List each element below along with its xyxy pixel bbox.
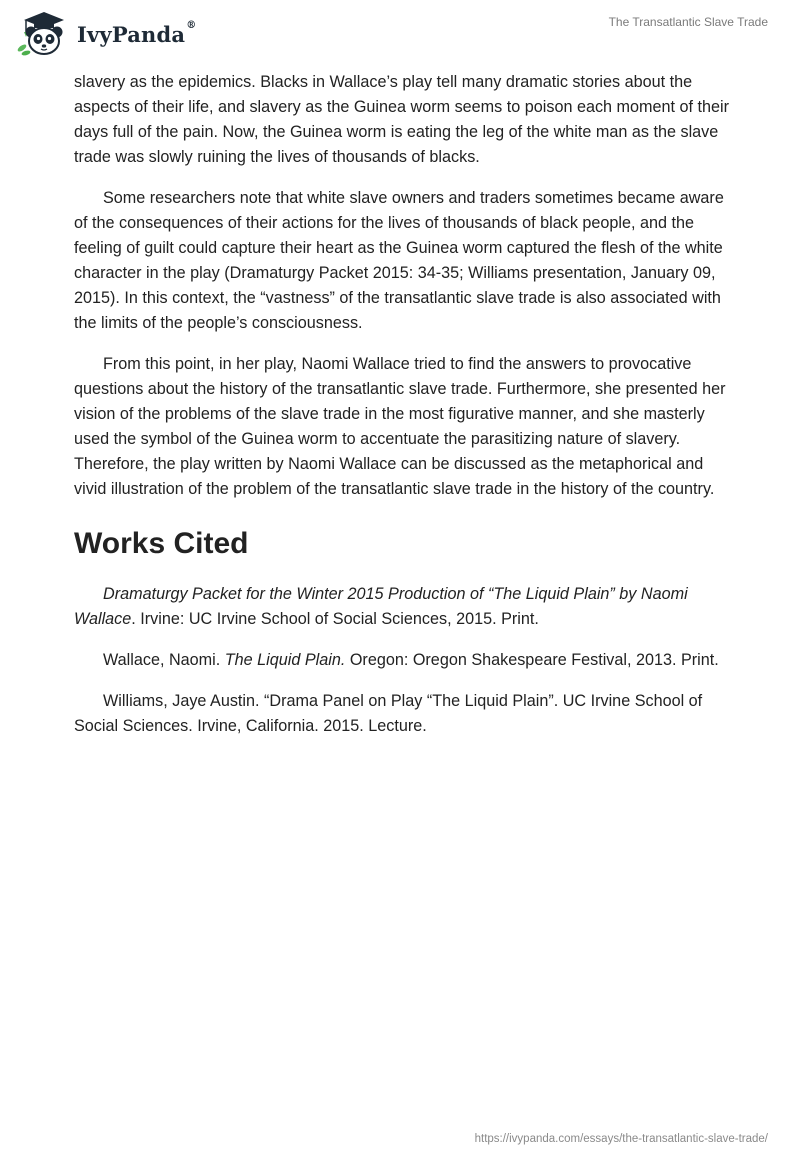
ivypanda-logo[interactable] (14, 8, 196, 58)
body-paragraph: slavery as the epidemics. Blacks in Wallace’s play tell many dramatic stories about the aspects of their life, and slavery as the Guinea worm seems to poison each moment of their days full of the pain. Now, the Guinea worm is eating the leg of the white man as the slave trade was slowly ruining the lives of thousands of blacks. (74, 73, 730, 166)
panda-mascot-icon (14, 8, 74, 58)
citation-entry (74, 582, 734, 632)
citation-details: . Irvine: UC Irvine School of Social Sciences, 2015. Print. (131, 610, 539, 628)
document-title: The Transatlantic Slave Trade (608, 15, 768, 29)
citation-details: Oregon: Oregon Shakespeare Festival, 2013. Print. (345, 651, 719, 669)
registered-mark: ® (186, 19, 197, 31)
essay-body (74, 70, 734, 755)
source-url-link[interactable]: https://ivypanda.com/essays/the-transatlantic-slave-trade/ (474, 1133, 768, 1145)
brand-name: IvyPanda® (77, 19, 197, 47)
citation-text: Williams, Jaye Austin. “Drama Panel on Play “The Liquid Plain”. UC Irvine School of Social Sciences. Irvine, California. 2015. Lecture. (74, 692, 703, 735)
body-paragraph: Some researchers note that white slave owners and traders sometimes became aware of the consequences of their actions for the lives of thousands of black people, and the feeling of guilt could capture their heart as the Guinea worm captured the flesh of the white character in the play (Dramaturgy Packet 2015: 34-35; Williams presentation, January 09, 2015). In this context, the “vastness” of the transatlantic slave trade is also associated with the limits of the people’s consciousness. (74, 189, 724, 332)
citation-title: Dramaturgy Packet for the Winter 2015 Production of “The Liquid Plain” by Naomi Wallace (74, 585, 688, 628)
body-paragraph: From this point, in her play, Naomi Wallace tried to find the answers to provocative questions about the history of the transatlantic slave trade. Furthermore, she presented her vision of the problems of the slave trade in the most figurative manner, and she masterly used the symbol of the Guinea worm to accentuate the parasitizing nature of slavery. Therefore, the play written by Naomi Wallace can be discussed as the metaphorical and vivid illustration of the problem of the transatlantic slave trade in the history of the country. (74, 355, 726, 498)
citation-entry (74, 689, 734, 739)
citation-author: Wallace, Naomi. (103, 651, 225, 669)
page-header (0, 0, 800, 64)
citation-title: The Liquid Plain. (224, 651, 346, 669)
works-cited-heading: Works Cited (74, 527, 249, 560)
citation-entry (74, 648, 734, 673)
